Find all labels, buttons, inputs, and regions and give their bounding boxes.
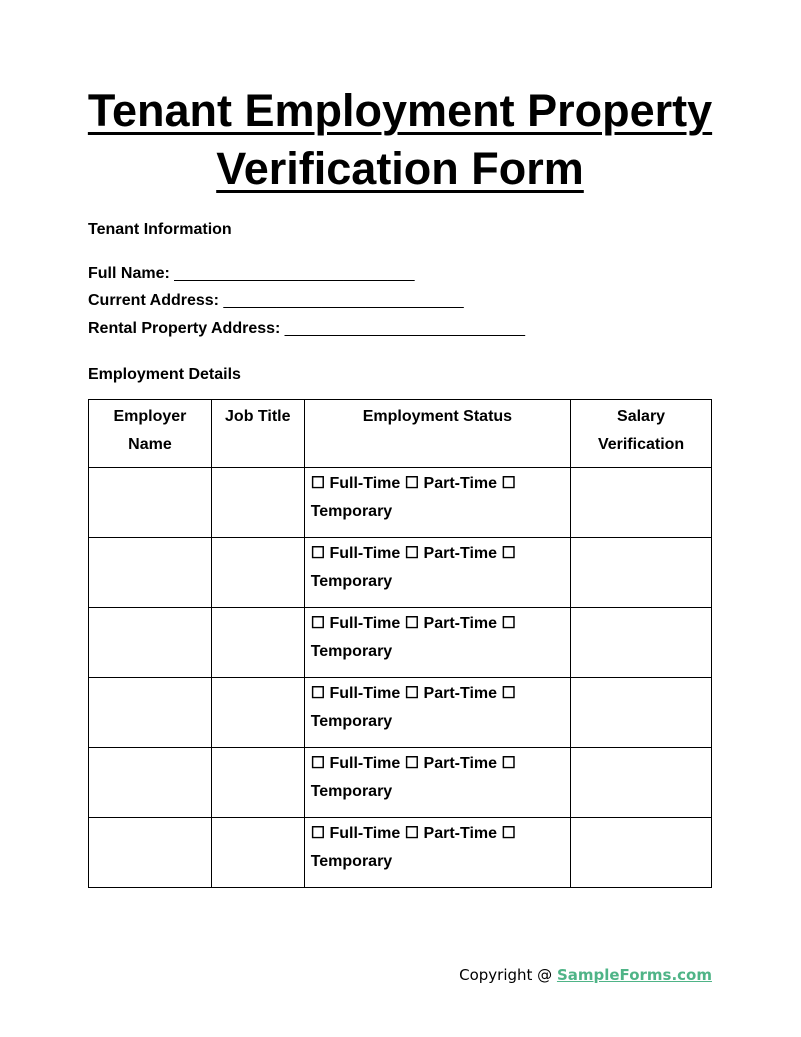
employment-status-cell[interactable]: ☐ Full-Time ☐ Part-Time ☐ Temporary (304, 468, 570, 538)
employment-table (88, 399, 712, 888)
page-title (60, 82, 740, 198)
copyright-text: Copyright @ (459, 966, 557, 984)
current-address-blank[interactable]: ___________________________ (223, 292, 464, 309)
employment-details-heading: Employment Details (88, 366, 241, 383)
full-name-field[interactable] (88, 265, 415, 283)
table-row (89, 608, 712, 678)
full-name-label: Full Name: (88, 265, 170, 282)
employer-name-cell[interactable] (89, 538, 212, 608)
employment-status-cell[interactable]: ☐ Full-Time ☐ Part-Time ☐ Temporary (304, 748, 570, 818)
table-row (89, 468, 712, 538)
salary-verification-cell[interactable] (571, 748, 712, 818)
current-address-label: Current Address: (88, 292, 219, 309)
header-employer-name: Employer Name (89, 400, 212, 468)
table-row (89, 678, 712, 748)
full-name-blank[interactable]: ___________________________ (174, 265, 415, 282)
employer-name-cell[interactable] (89, 748, 212, 818)
salary-verification-cell[interactable] (571, 818, 712, 888)
employment-status-cell[interactable]: ☐ Full-Time ☐ Part-Time ☐ Temporary (304, 608, 570, 678)
header-employment-status: Employment Status (304, 400, 570, 468)
rental-property-address-blank[interactable]: ___________________________ (284, 320, 526, 337)
salary-verification-cell[interactable] (571, 468, 712, 538)
title-line-1: Tenant Employment Property (87, 85, 713, 136)
employment-status-cell[interactable]: ☐ Full-Time ☐ Part-Time ☐ Temporary (304, 678, 570, 748)
salary-verification-cell[interactable] (571, 608, 712, 678)
employer-name-cell[interactable] (89, 678, 212, 748)
tenant-information-heading: Tenant Information (88, 221, 232, 238)
rental-property-address-field[interactable] (88, 320, 525, 338)
header-job-title: Job Title (211, 400, 304, 468)
job-title-cell[interactable] (211, 608, 304, 678)
employer-name-cell[interactable] (89, 468, 212, 538)
sampleforms-link[interactable]: SampleForms.com (556, 966, 712, 984)
current-address-field[interactable] (88, 292, 464, 310)
job-title-cell[interactable] (211, 818, 304, 888)
table-header-row (89, 400, 712, 468)
table-row (89, 538, 712, 608)
employment-status-cell[interactable]: ☐ Full-Time ☐ Part-Time ☐ Temporary (304, 818, 570, 888)
header-salary-verification: Salary Verification (571, 400, 712, 468)
job-title-cell[interactable] (211, 538, 304, 608)
copyright-footer (459, 966, 712, 984)
employer-name-cell[interactable] (89, 608, 212, 678)
employment-status-cell[interactable]: ☐ Full-Time ☐ Part-Time ☐ Temporary (304, 538, 570, 608)
job-title-cell[interactable] (211, 748, 304, 818)
employer-name-cell[interactable] (89, 818, 212, 888)
salary-verification-cell[interactable] (571, 538, 712, 608)
table-row (89, 818, 712, 888)
rental-property-address-label: Rental Property Address: (88, 320, 281, 337)
job-title-cell[interactable] (211, 678, 304, 748)
salary-verification-cell[interactable] (571, 678, 712, 748)
table-row (89, 748, 712, 818)
title-line-2: Verification Form (216, 143, 584, 194)
job-title-cell[interactable] (211, 468, 304, 538)
